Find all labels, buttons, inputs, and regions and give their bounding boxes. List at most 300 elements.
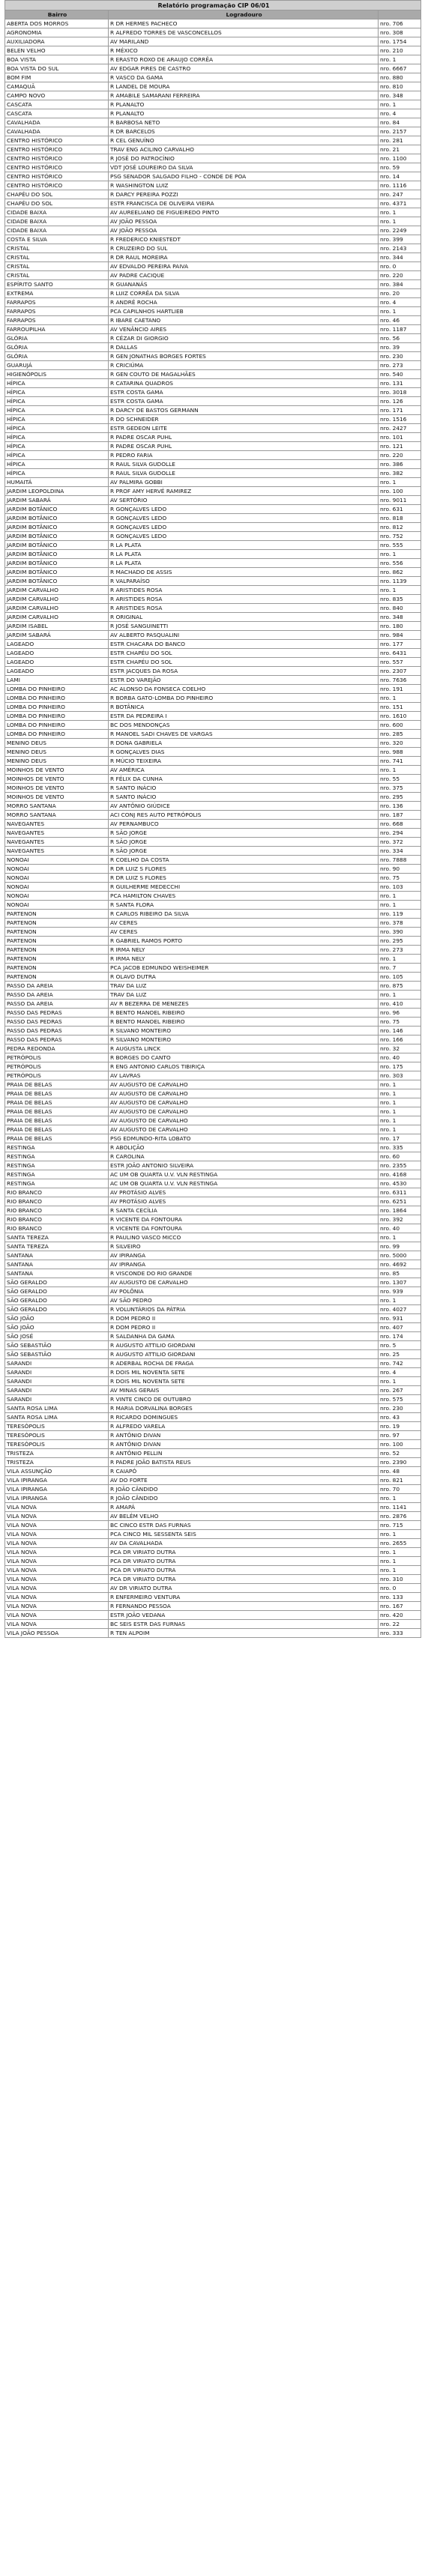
table-row xyxy=(5,955,421,964)
cell-logradouro: AC UM OB QUARTA U.V. VLN RESTINGA xyxy=(109,1179,379,1188)
cell-bairro: TERESÓPOLIS xyxy=(5,1440,109,1449)
cell-numero: nro. 187 xyxy=(379,811,421,820)
table-row xyxy=(5,1512,421,1521)
cell-numero: nro. 100 xyxy=(379,1440,421,1449)
cell-numero: nro. 267 xyxy=(379,1386,421,1395)
cell-numero: nro. 17 xyxy=(379,1134,421,1143)
cell-numero: nro. 136 xyxy=(379,802,421,811)
table-row xyxy=(5,1188,421,1197)
cell-bairro: GLÓRIA xyxy=(5,334,109,343)
cell-logradouro: R AUGUSTA LINCK xyxy=(109,1044,379,1053)
table-row xyxy=(5,532,421,541)
cell-bairro: CENTRO HISTÓRICO xyxy=(5,136,109,145)
table-body xyxy=(5,19,421,1638)
table-row xyxy=(5,244,421,253)
cell-bairro: PARTENON xyxy=(5,919,109,928)
cell-bairro: CAVALHADA xyxy=(5,118,109,127)
cell-bairro: JARDIM BOTÂNICO xyxy=(5,550,109,559)
table-row xyxy=(5,298,421,307)
cell-numero: nro. 2390 xyxy=(379,1458,421,1467)
cell-numero: nro. 4168 xyxy=(379,1170,421,1179)
cell-logradouro: R MÚCIO TEIXEIRA xyxy=(109,757,379,766)
table-row xyxy=(5,1170,421,1179)
table-row xyxy=(5,1080,421,1089)
cell-logradouro: R DARCY DE BASTOS GERMANN xyxy=(109,406,379,415)
table-row xyxy=(5,478,421,487)
cell-numero: nro. 5 xyxy=(379,1341,421,1350)
cell-logradouro: R GEN COUTO DE MAGALHÃES xyxy=(109,370,379,379)
cell-numero: nro. 133 xyxy=(379,1593,421,1602)
cell-numero: nro. 295 xyxy=(379,793,421,802)
table-row xyxy=(5,487,421,496)
cell-logradouro: R DO SCHNEIDER xyxy=(109,415,379,424)
cell-logradouro: AV AMÉRICA xyxy=(109,766,379,775)
cell-logradouro: R SANTO INÁCIO xyxy=(109,784,379,793)
cell-numero: nro. 862 xyxy=(379,568,421,577)
cell-bairro: SANTANA xyxy=(5,1269,109,1278)
table-row xyxy=(5,289,421,298)
table-row xyxy=(5,1449,421,1458)
cell-logradouro: R VOLUNTÁRIOS DA PÁTRIA xyxy=(109,1305,379,1314)
cell-numero: nro. 1 xyxy=(379,586,421,595)
table-row xyxy=(5,145,421,154)
cell-logradouro: R GONÇALVES LEDO xyxy=(109,514,379,523)
cell-logradouro: R VICENTE DA FONTOURA xyxy=(109,1224,379,1233)
cell-logradouro: ESTR COSTA GAMA xyxy=(109,397,379,406)
cell-numero: nro. 171 xyxy=(379,406,421,415)
cell-bairro: PETRÓPOLIS xyxy=(5,1071,109,1080)
cell-logradouro: R RAUL SILVA GUDOLLE xyxy=(109,460,379,469)
table-row xyxy=(5,1467,421,1476)
table-row xyxy=(5,811,421,820)
cell-numero: nro. 1 xyxy=(379,55,421,64)
cell-logradouro: R PADRE JOÃO BATISTA REUS xyxy=(109,1458,379,1467)
cell-numero: nro. 1 xyxy=(379,1089,421,1098)
cell-bairro: FARRAPOS xyxy=(5,307,109,316)
table-row xyxy=(5,64,421,73)
cell-logradouro: R GUILHERME MEDECCHI xyxy=(109,883,379,892)
table-row xyxy=(5,694,421,703)
cell-logradouro: R AUGUSTO ATTILIO GIORDANI xyxy=(109,1350,379,1359)
table-row xyxy=(5,937,421,946)
cell-logradouro: R ARISTIDES ROSA xyxy=(109,586,379,595)
table-row xyxy=(5,622,421,631)
cell-bairro: HÍPICA xyxy=(5,388,109,397)
cell-bairro: TRISTEZA xyxy=(5,1458,109,1467)
cell-bairro: SÃO GERALDO xyxy=(5,1296,109,1305)
cell-bairro: VILA NOVA xyxy=(5,1539,109,1548)
cell-numero: nro. 285 xyxy=(379,730,421,739)
cell-numero: nro. 1 xyxy=(379,1098,421,1107)
table-row xyxy=(5,343,421,352)
cell-logradouro: AV EDVALDO PEREIRA PAIVA xyxy=(109,262,379,271)
table-row xyxy=(5,703,421,712)
cell-bairro: VILA NOVA xyxy=(5,1620,109,1629)
table-row xyxy=(5,1602,421,1611)
cell-bairro: CRISTAL xyxy=(5,271,109,280)
table-row xyxy=(5,559,421,568)
cell-numero: nro. 210 xyxy=(379,46,421,55)
table-row xyxy=(5,361,421,370)
table-row xyxy=(5,1179,421,1188)
cell-logradouro: R LANDEL DE MOURA xyxy=(109,82,379,91)
cell-logradouro: R AUGUSTO ATTILIO GIORDANI xyxy=(109,1341,379,1350)
cell-numero: nro. 101 xyxy=(379,433,421,442)
cell-logradouro: R BORGES DO CANTO xyxy=(109,1053,379,1062)
cell-bairro: NONOAI xyxy=(5,892,109,901)
cell-bairro: NAVEGANTES xyxy=(5,820,109,829)
cell-logradouro: R AMAPÁ xyxy=(109,1503,379,1512)
cell-bairro: SANTA ROSA LIMA xyxy=(5,1413,109,1422)
cell-bairro: PARTENON xyxy=(5,928,109,937)
cell-logradouro: R ABOLIÇÃO xyxy=(109,1143,379,1152)
cell-numero: nro. 7636 xyxy=(379,676,421,685)
table-row xyxy=(5,1494,421,1503)
cell-numero: nro. 273 xyxy=(379,946,421,955)
cell-bairro: SARANDI xyxy=(5,1386,109,1395)
cell-numero: nro. 48 xyxy=(379,1467,421,1476)
cell-logradouro: TRAV DA LUZ xyxy=(109,982,379,991)
cell-numero: nro. 4 xyxy=(379,109,421,118)
table-row xyxy=(5,631,421,640)
cell-numero: nro. 1 xyxy=(379,478,421,487)
cell-logradouro: R GEN JONATHAS BORGES FORTES xyxy=(109,352,379,361)
cell-bairro: VILA NOVA xyxy=(5,1593,109,1602)
cell-logradouro: R GONÇALVES LEDO xyxy=(109,505,379,514)
table-row xyxy=(5,1044,421,1053)
table-row xyxy=(5,685,421,694)
cell-numero: nro. 1 xyxy=(379,217,421,226)
table-row xyxy=(5,1584,421,1593)
table-row xyxy=(5,307,421,316)
cell-bairro: LOMBA DO PINHEIRO xyxy=(5,730,109,739)
cell-numero: nro. 281 xyxy=(379,136,421,145)
table-row xyxy=(5,334,421,343)
cell-numero: nro. 52 xyxy=(379,1449,421,1458)
cell-numero: nro. 1 xyxy=(379,1107,421,1116)
table-row xyxy=(5,667,421,676)
table-row xyxy=(5,325,421,334)
cell-numero: nro. 335 xyxy=(379,1143,421,1152)
table-row xyxy=(5,118,421,127)
cell-numero: nro. 715 xyxy=(379,1521,421,1530)
cell-bairro: HÍPICA xyxy=(5,451,109,460)
cell-numero: nro. 97 xyxy=(379,1431,421,1440)
cell-logradouro: PSG SENADOR SALGADO FILHO - CONDE DE POA xyxy=(109,172,379,181)
cell-bairro: SANTA ROSA LIMA xyxy=(5,1404,109,1413)
cell-bairro: TERESÓPOLIS xyxy=(5,1431,109,1440)
cell-numero: nro. 1116 xyxy=(379,181,421,190)
cell-logradouro: R SÃO JORGE xyxy=(109,847,379,856)
table-row xyxy=(5,109,421,118)
cell-logradouro: AV SÃO PEDRO xyxy=(109,1296,379,1305)
cell-logradouro: R VALPARAÍSO xyxy=(109,577,379,586)
cell-numero: nro. 4530 xyxy=(379,1179,421,1188)
table-row xyxy=(5,1368,421,1377)
table-row xyxy=(5,712,421,721)
table-row xyxy=(5,568,421,577)
cell-bairro: VILA IPIRANGA xyxy=(5,1485,109,1494)
cell-logradouro: R DOM PEDRO II xyxy=(109,1323,379,1332)
cell-bairro: VILA NOVA xyxy=(5,1530,109,1539)
cell-numero: nro. 1 xyxy=(379,901,421,910)
cell-logradouro: R DALLAS xyxy=(109,343,379,352)
cell-numero: nro. 2876 xyxy=(379,1512,421,1521)
cell-logradouro: AV DR VIRIATO DUTRA xyxy=(109,1584,379,1593)
cell-numero: nro. 575 xyxy=(379,1395,421,1404)
cell-bairro: TERESÓPOLIS xyxy=(5,1422,109,1431)
cell-bairro: RIO BRANCO xyxy=(5,1188,109,1197)
cell-numero: nro. 420 xyxy=(379,1611,421,1620)
cell-bairro: HÍPICA xyxy=(5,379,109,388)
cell-logradouro: AV BELÉM VELHO xyxy=(109,1512,379,1521)
cell-logradouro: AV LAVRAS xyxy=(109,1071,379,1080)
cell-logradouro: R CEL GENUÍNO xyxy=(109,136,379,145)
cell-bairro: LAGEADO xyxy=(5,658,109,667)
cell-numero: nro. 320 xyxy=(379,739,421,748)
cell-bairro: RIO BRANCO xyxy=(5,1224,109,1233)
table-row xyxy=(5,1062,421,1071)
table-row xyxy=(5,784,421,793)
table-row xyxy=(5,28,421,37)
cell-numero: nro. 39 xyxy=(379,343,421,352)
table-row xyxy=(5,1053,421,1062)
cell-numero: nro. 310 xyxy=(379,1575,421,1584)
cell-numero: nro. 32 xyxy=(379,1044,421,1053)
table-row xyxy=(5,1269,421,1278)
table-row xyxy=(5,1000,421,1009)
table-row xyxy=(5,577,421,586)
cell-numero: nro. 121 xyxy=(379,442,421,451)
cell-bairro: SARANDI xyxy=(5,1377,109,1386)
cell-logradouro: AV JOÃO PESSOA xyxy=(109,226,379,235)
cell-numero: nro. 99 xyxy=(379,1242,421,1251)
cell-bairro: CENTRO HISTÓRICO xyxy=(5,154,109,163)
cell-logradouro: TRAV DA LUZ xyxy=(109,991,379,1000)
table-row xyxy=(5,415,421,424)
cell-numero: nro. 308 xyxy=(379,28,421,37)
cell-bairro: PASSO DAS PEDRAS xyxy=(5,1018,109,1027)
cell-numero: nro. 146 xyxy=(379,1027,421,1035)
cell-bairro: VILA NOVA xyxy=(5,1584,109,1593)
table-row xyxy=(5,1242,421,1251)
cell-numero: nro. 303 xyxy=(379,1071,421,1080)
cell-bairro: VILA NOVA xyxy=(5,1566,109,1575)
table-row xyxy=(5,100,421,109)
cell-bairro: JARDIM BOTÂNICO xyxy=(5,523,109,532)
cell-numero: nro. 220 xyxy=(379,271,421,280)
cell-bairro: RESTINGA xyxy=(5,1161,109,1170)
cell-logradouro: BC DOS MENDONÇAS xyxy=(109,721,379,730)
cell-numero: nro. 2427 xyxy=(379,424,421,433)
cell-numero: nro. 75 xyxy=(379,1018,421,1027)
table-row xyxy=(5,496,421,505)
cell-logradouro: R ORIGINAL xyxy=(109,613,379,622)
cell-bairro: PARTENON xyxy=(5,955,109,964)
cell-bairro: BOA VISTA xyxy=(5,55,109,64)
cell-numero: nro. 1139 xyxy=(379,577,421,586)
cell-bairro: EXTREMA xyxy=(5,289,109,298)
cell-numero: nro. 19 xyxy=(379,1422,421,1431)
cell-numero: nro. 741 xyxy=(379,757,421,766)
table-row xyxy=(5,280,421,289)
table-row xyxy=(5,505,421,514)
cell-logradouro: R ARISTIDES ROSA xyxy=(109,604,379,613)
table-row xyxy=(5,1629,421,1638)
cell-numero: nro. 0 xyxy=(379,1584,421,1593)
cell-bairro: JARDIM BOTÂNICO xyxy=(5,577,109,586)
table-row xyxy=(5,1296,421,1305)
table-row xyxy=(5,919,421,928)
cell-logradouro: R PADRE OSCAR PUHL xyxy=(109,442,379,451)
table-row xyxy=(5,1251,421,1260)
cell-logradouro: R LA PLATA xyxy=(109,550,379,559)
cell-bairro: JARDIM CARVALHO xyxy=(5,604,109,613)
table-row xyxy=(5,514,421,523)
cell-logradouro: R LA PLATA xyxy=(109,559,379,568)
cell-numero: nro. 273 xyxy=(379,361,421,370)
cell-numero: nro. 706 xyxy=(379,19,421,28)
cell-numero: nro. 40 xyxy=(379,1224,421,1233)
cell-bairro: RIO BRANCO xyxy=(5,1215,109,1224)
cell-bairro: PRAIA DE BELAS xyxy=(5,1089,109,1098)
cell-bairro: CHAPÉU DO SOL xyxy=(5,199,109,208)
table-row xyxy=(5,199,421,208)
cell-numero: nro. 75 xyxy=(379,874,421,883)
cell-bairro: VILA JOÃO PESSOA xyxy=(5,1629,109,1638)
cell-numero: nro. 46 xyxy=(379,316,421,325)
cell-logradouro: PCA DR VIRIATO DUTRA xyxy=(109,1575,379,1584)
cell-logradouro: R DR BARCELOS xyxy=(109,127,379,136)
cell-bairro: SARANDI xyxy=(5,1359,109,1368)
cell-numero: nro. 1100 xyxy=(379,154,421,163)
cell-logradouro: ESTR CHACARA DO BANCO xyxy=(109,640,379,649)
cell-logradouro: R BORBA GATO-LOMBA DO PINHEIRO xyxy=(109,694,379,703)
cell-numero: nro. 2143 xyxy=(379,244,421,253)
table-row xyxy=(5,127,421,136)
cell-numero: nro. 191 xyxy=(379,685,421,694)
cell-bairro: FARRAPOS xyxy=(5,316,109,325)
cell-logradouro: R SÃO JORGE xyxy=(109,829,379,838)
table-row xyxy=(5,1557,421,1566)
cell-numero: nro. 167 xyxy=(379,1602,421,1611)
header-numero xyxy=(379,10,421,19)
cell-bairro: MENINO DEUS xyxy=(5,739,109,748)
cell-numero: nro. 180 xyxy=(379,622,421,631)
cell-logradouro: AV AUGUSTO DE CARVALHO xyxy=(109,1080,379,1089)
table-row xyxy=(5,1116,421,1125)
cell-bairro: RESTINGA xyxy=(5,1143,109,1152)
cell-logradouro: R ENG ANTONIO CARLOS TIBIRIÇA xyxy=(109,1062,379,1071)
table-row xyxy=(5,1071,421,1080)
cell-logradouro: R DOIS MIL NOVENTA SETE xyxy=(109,1368,379,1377)
cell-logradouro: R PADRE OSCAR PUHL xyxy=(109,433,379,442)
table-row xyxy=(5,460,421,469)
cell-bairro: BOM FIM xyxy=(5,73,109,82)
cell-bairro: ESPÍRITO SANTO xyxy=(5,280,109,289)
cell-logradouro: R SALDANHA DA GAMA xyxy=(109,1332,379,1341)
cell-numero: nro. 1 xyxy=(379,1233,421,1242)
cell-logradouro: R TEN ALPOIM xyxy=(109,1629,379,1638)
cell-bairro: MENINO DEUS xyxy=(5,757,109,766)
cell-numero: nro. 410 xyxy=(379,1000,421,1009)
cell-bairro: JARDIM BOTÂNICO xyxy=(5,514,109,523)
cell-numero: nro. 939 xyxy=(379,1287,421,1296)
table-row xyxy=(5,775,421,784)
cell-numero: nro. 1516 xyxy=(379,415,421,424)
cell-bairro: MORRO SANTANA xyxy=(5,811,109,820)
cell-numero: nro. 96 xyxy=(379,1009,421,1018)
cell-bairro: JARDIM BOTÂNICO xyxy=(5,505,109,514)
cell-numero: nro. 4371 xyxy=(379,199,421,208)
cell-logradouro: R ANTÔNIO PELLIN xyxy=(109,1449,379,1458)
cell-bairro: VILA NOVA xyxy=(5,1557,109,1566)
table-row xyxy=(5,316,421,325)
cell-bairro: NAVEGANTES xyxy=(5,847,109,856)
cell-logradouro: R FERNANDO PESSOA xyxy=(109,1602,379,1611)
cell-logradouro: R SILVEIRO xyxy=(109,1242,379,1251)
cell-numero: nro. 1141 xyxy=(379,1503,421,1512)
cell-logradouro: R ANTÔNIO DIVAN xyxy=(109,1440,379,1449)
cell-bairro: CENTRO HISTÓRICO xyxy=(5,181,109,190)
cell-bairro: SARANDI xyxy=(5,1395,109,1404)
cell-numero: nro. 40 xyxy=(379,1053,421,1062)
cell-bairro: JARDIM ISABEL xyxy=(5,622,109,631)
table-row xyxy=(5,91,421,100)
table-row xyxy=(5,1431,421,1440)
cell-numero: nro. 126 xyxy=(379,397,421,406)
cell-logradouro: R MARIA DORVALINA BORGES xyxy=(109,1404,379,1413)
cell-numero: nro. 2655 xyxy=(379,1539,421,1548)
cell-bairro: PARTENON xyxy=(5,973,109,982)
cell-logradouro: R MACHADO DE ASSIS xyxy=(109,568,379,577)
table-row xyxy=(5,208,421,217)
cell-bairro: PRAIA DE BELAS xyxy=(5,1125,109,1134)
cell-logradouro: ESTR COSTA GAMA xyxy=(109,388,379,397)
table-row xyxy=(5,1485,421,1494)
table-row xyxy=(5,640,421,649)
cell-numero: nro. 1 xyxy=(379,1296,421,1305)
cell-bairro: GUARUJÁ xyxy=(5,361,109,370)
table-row xyxy=(5,1134,421,1143)
cell-numero: nro. 85 xyxy=(379,1269,421,1278)
cell-numero: nro. 821 xyxy=(379,1476,421,1485)
table-row xyxy=(5,397,421,406)
cell-numero: nro. 407 xyxy=(379,1323,421,1332)
cell-bairro: SANTANA xyxy=(5,1251,109,1260)
cell-logradouro: R CAROLINA xyxy=(109,1152,379,1161)
cell-numero: nro. 4692 xyxy=(379,1260,421,1269)
cell-logradouro: AV JOÃO PESSOA xyxy=(109,217,379,226)
cell-logradouro: R VICENTE DA FONTOURA xyxy=(109,1215,379,1224)
table-row xyxy=(5,820,421,829)
cell-bairro: PRAIA DE BELAS xyxy=(5,1098,109,1107)
cell-logradouro: R IRMA NELY xyxy=(109,955,379,964)
cell-logradouro: R LA PLATA xyxy=(109,541,379,550)
cell-logradouro: R SÃO JORGE xyxy=(109,838,379,847)
cell-numero: nro. 105 xyxy=(379,973,421,982)
cell-numero: nro. 931 xyxy=(379,1314,421,1323)
table-row xyxy=(5,1098,421,1107)
table-row xyxy=(5,406,421,415)
cell-numero: nro. 1 xyxy=(379,1557,421,1566)
cell-numero: nro. 6311 xyxy=(379,1188,421,1197)
cell-numero: nro. 880 xyxy=(379,73,421,82)
cell-bairro: PARTENON xyxy=(5,946,109,955)
cell-logradouro: AV AUGUSTO DE CARVALHO xyxy=(109,1107,379,1116)
table-row xyxy=(5,451,421,460)
cell-bairro: BOA VISTA DO SUL xyxy=(5,64,109,73)
